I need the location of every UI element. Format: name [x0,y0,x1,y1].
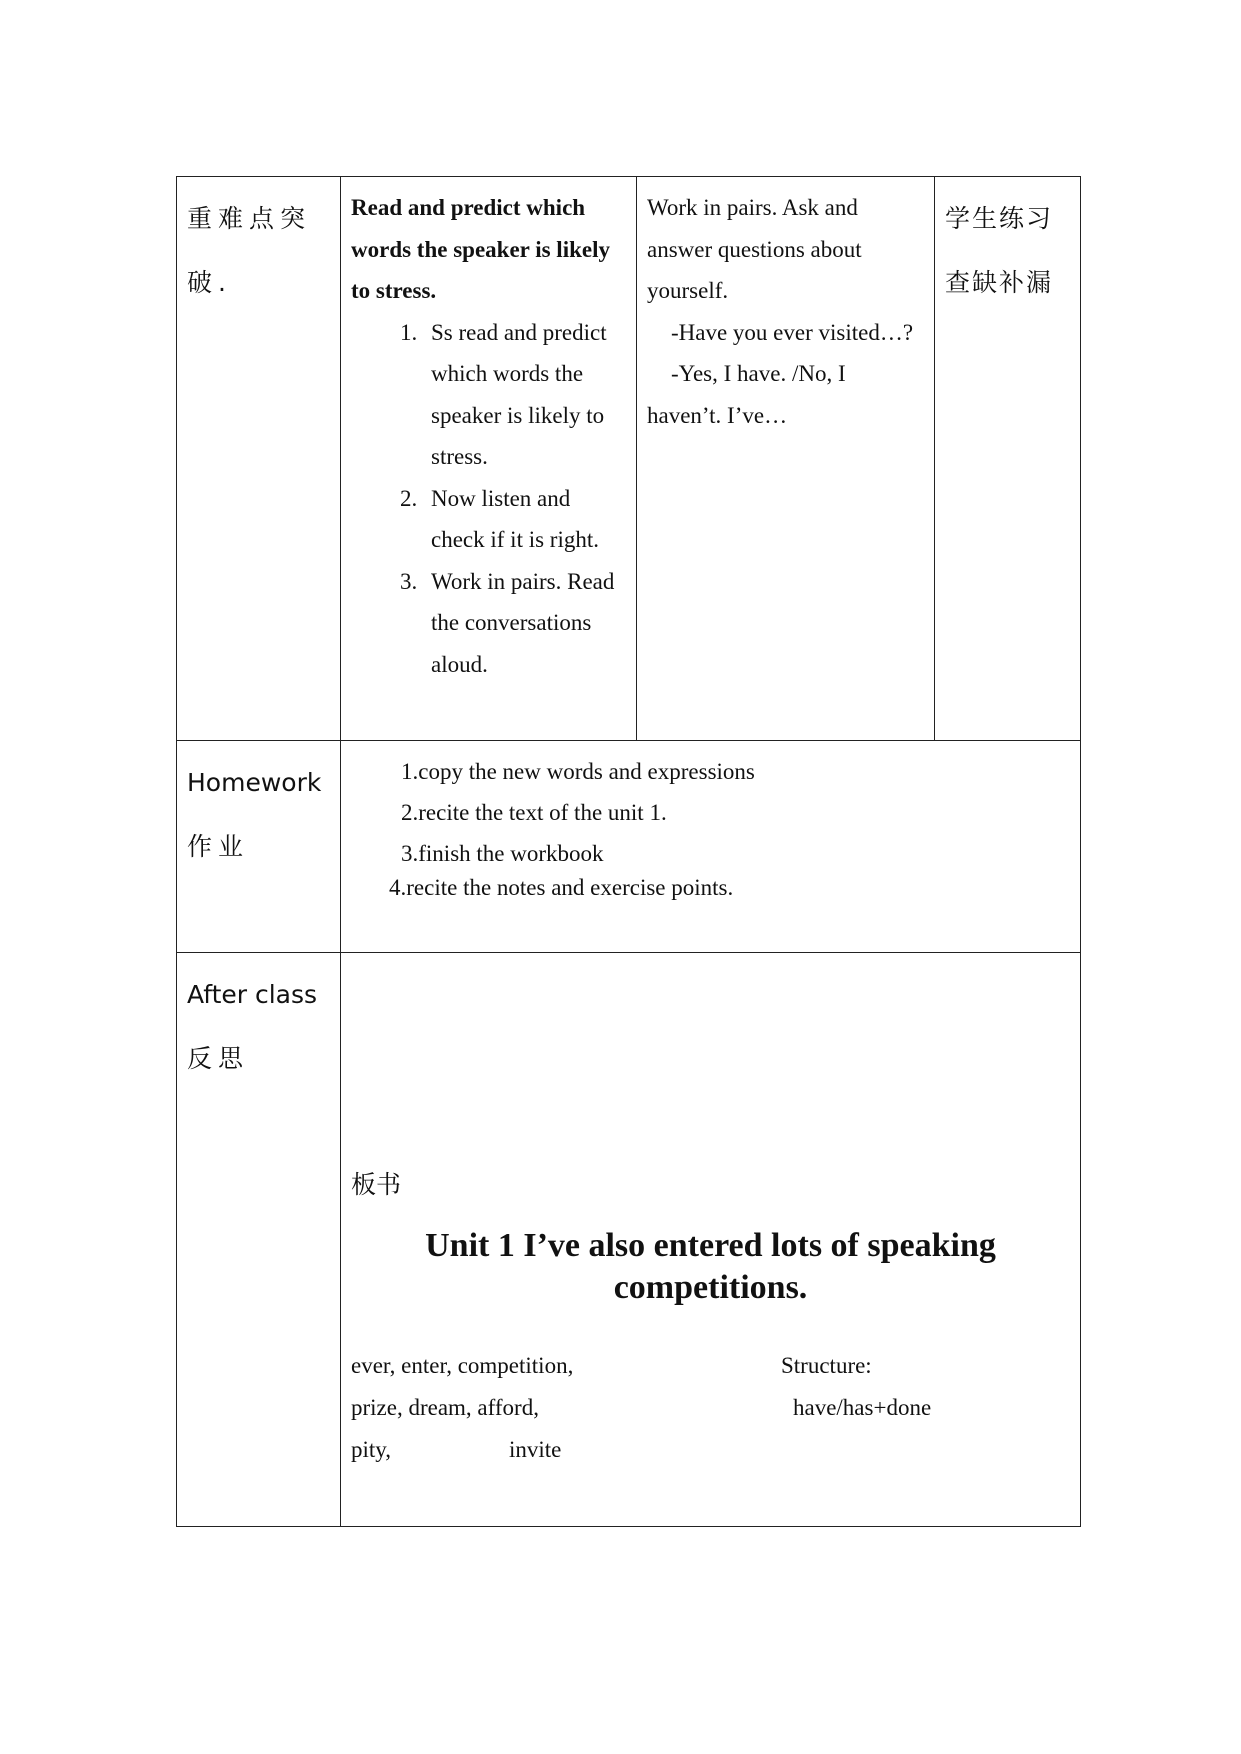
pair-work-intro: Work in pairs. Ask and answer questions about yourself. [647,195,862,303]
pair-work-answer: -Yes, I have. /No, I haven’t. I’ve… [647,361,846,428]
homework-item: 2.recite the text of the unit 1. [401,800,667,825]
after-class-label-en: After class [187,980,318,1009]
blackboard-cell [341,953,1081,1527]
prediction-activity-heading: Read and predict which words the speaker is likely to stress. [351,195,610,303]
blackboard-title: Unit 1 I’ve also entered lots of speaking competitions. [425,1227,996,1306]
homework-content-cell [341,741,1081,953]
student-practice-cell [935,177,1081,741]
after-class-label-cell [177,953,341,1527]
prediction-activity-cell [341,177,637,741]
vocab-line: pity, [351,1437,392,1462]
prediction-steps-list [351,312,626,686]
vocab-line: invite [509,1437,562,1462]
pair-work-question: -Have you ever visited…? [671,319,914,345]
key-points-row [177,177,1081,741]
vocab-line: ever, enter, competition, [351,1353,574,1378]
blackboard-vocab [341,1353,1080,1493]
after-class-row [177,953,1081,1527]
step-item: 1. Ss read and predict which words the speaker is likely to stress. [423,312,626,478]
student-practice-label: 学生练习查缺补漏 [945,204,1054,297]
homework-item: 1.copy the new words and expressions [401,759,755,784]
homework-label-en: Homework [187,768,322,797]
homework-label-cn: 作业 [187,832,250,861]
step-item: 3. Work in pairs. Read the conversations aloud. [423,561,626,686]
vocab-line: prize, dream, afford, [351,1395,539,1420]
blackboard-label: 板书 [351,1170,402,1199]
homework-item: 3.finish the workbook [401,841,604,866]
structure-label: Structure: [781,1353,872,1378]
homework-item: 4.recite the notes and exercise points. [389,875,734,900]
key-points-label-cell [177,177,341,741]
homework-label-cell [177,741,341,953]
homework-row [177,741,1081,953]
key-points-label: 重难点突破. [187,204,312,297]
structure-formula: have/has+done [793,1395,932,1420]
step-item: 2. Now listen and check if it is right. [423,478,626,561]
after-class-label-cn: 反思 [187,1044,250,1073]
lesson-plan-table [176,176,1081,1527]
pair-work-cell [637,177,935,741]
